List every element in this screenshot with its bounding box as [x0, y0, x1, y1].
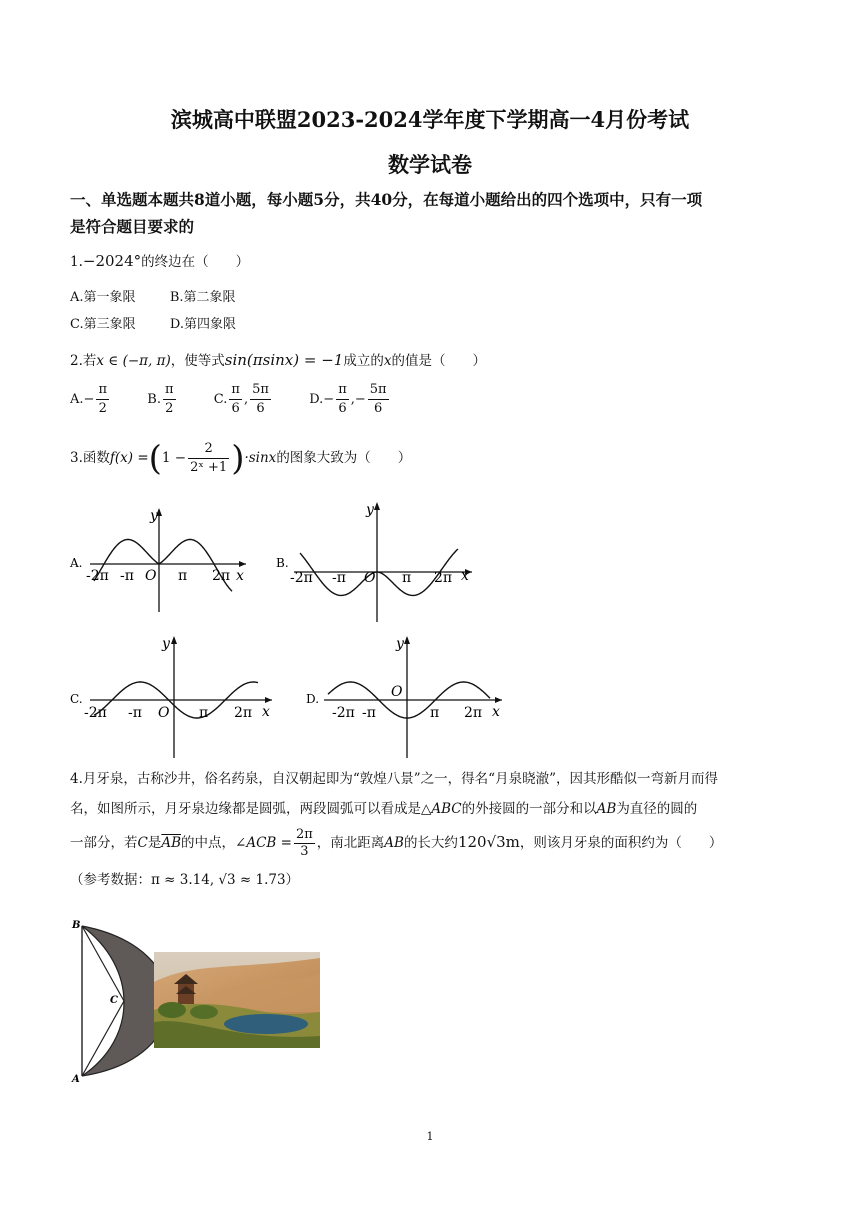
q4-line2c: 为直径的圆的 [616, 801, 698, 817]
q4-line3d: ，南北距离 [316, 835, 385, 851]
q3-frac-num: 2 [188, 440, 229, 459]
graph-c-tick-neg2pi: -2π [84, 705, 107, 721]
graph-d-x-label: x [492, 704, 500, 720]
q2-c2-num: 5π [250, 381, 271, 400]
q4-line1: 4.月牙泉，古称沙井，俗名药泉，自汉朝起即为“敦煌八景”之一，得名“月泉晓澈”，因其形酷似一弯新月而得 [70, 771, 718, 787]
q2-condition: x ∈ (−π, π) [96, 353, 171, 369]
graph-a-label: A. [70, 556, 83, 570]
graph-d-y-arrow [404, 636, 410, 644]
q2-d-frac2 [368, 381, 389, 418]
section-heading-line2: 是符合题目要求的 [70, 217, 195, 236]
q2-d1-den: 6 [338, 401, 347, 416]
graph-a-tick-o: O [145, 568, 157, 584]
q2-b-num: π [163, 381, 176, 400]
page-subtitle: 数学试卷 [388, 152, 472, 177]
q2-c-frac1 [229, 381, 242, 418]
photo-lake [224, 1014, 308, 1034]
q2-tail: 成立的 [343, 353, 384, 369]
q2-option-d[interactable]: D.− $\frac{\pi}{6}$ ,− $\frac{5\pi}{6}$ [309, 382, 387, 416]
question-3: 3.函数f(x) =(1 − $\frac{2}{\text{2ˣ +1}}$ )·sinx的图象大致为（ ） [70, 438, 412, 479]
q2-option-a-label: A. [70, 392, 84, 407]
q1-angle: −2024° [82, 252, 142, 270]
q2-a-num: π [96, 381, 109, 400]
graph-c-y-label: y [162, 636, 170, 652]
graph-a-tick-2pi: 2π [212, 568, 231, 584]
q2-end: 的值是（ ） [391, 353, 486, 369]
q4-ref: （参考数据：π ≈ 3.14, √3 ≈ 1.73） [70, 872, 300, 888]
page-title: 滨城高中联盟2023-2024学年度下学期高一4月份考试 [170, 107, 690, 132]
q2-option-a[interactable] [70, 382, 111, 416]
q1-stem: 的终边在（ ） [141, 254, 250, 270]
graph-d[interactable] [306, 636, 502, 758]
q2-d1-num: π [336, 381, 349, 400]
q4-line3f: ，则该月牙泉的面积约为（ ） [519, 835, 723, 851]
q2-mid: ，使等式 [170, 353, 225, 369]
graph-c-tick-2pi: 2π [234, 705, 253, 721]
q1-option-b[interactable]: B.第二象限 [169, 290, 236, 305]
q2-c2-den: 6 [256, 401, 265, 416]
q2-number: 2.若 [70, 353, 97, 369]
q4-photo [154, 952, 320, 1048]
q4-triangle: △ABC [421, 801, 462, 817]
q3-one: 1 − [161, 450, 187, 466]
q4-line2b: 的外接圆的一部分和以 [461, 801, 597, 817]
q2-d2-num: 5π [368, 381, 389, 400]
q2-a-sign: − [83, 392, 95, 407]
q4-length: 120√3m [457, 833, 520, 851]
q4-line3a: 一部分，若 [70, 835, 138, 851]
graph-b-y-arrow [374, 502, 380, 510]
q2-c1-den: 6 [231, 401, 240, 416]
q2-a-den: 2 [98, 401, 107, 416]
q2-c-frac2 [250, 381, 271, 418]
q3-number: 3.函数 [70, 450, 110, 466]
q4-line2 [70, 794, 800, 824]
q3-graphs [66, 500, 500, 770]
section-heading-line1: 一、单选题本题共8道小题，每小题5分，共40分，在每道小题给出的四个选项中，只有一项 [70, 190, 703, 209]
graph-b-tick-neg2pi: -2π [290, 570, 313, 586]
q2-a-frac [96, 381, 109, 418]
q4-label-c: C [110, 995, 118, 1006]
q2-option-d-label: D. [309, 392, 324, 407]
q2-option-b[interactable] [147, 382, 177, 416]
q2-option-b-label: B. [147, 392, 161, 407]
graph-b-y-label: y [366, 502, 374, 518]
graph-a-tick-neg2pi: -2π [86, 568, 109, 584]
q4-arc-ab: $\overline{AB}$ [161, 835, 182, 851]
q2-option-c-label: C. [213, 392, 228, 407]
graph-c-tick-pi: π [199, 705, 209, 721]
q4-angle: ∠ACB = [235, 835, 292, 851]
q4-ab: AB [596, 801, 617, 817]
graph-d-x-arrow [495, 697, 502, 703]
q2-b-den: 2 [165, 401, 174, 416]
q3-frac-den: 2ˣ +1 [190, 460, 228, 475]
q3-end: 的图象大致为（ ） [276, 450, 412, 466]
q4-crescent-figure [68, 918, 168, 1084]
graph-b[interactable] [276, 502, 472, 622]
q1-options-row1 [70, 283, 800, 313]
q4-line3 [70, 824, 800, 861]
q4-ab2: AB [384, 835, 404, 851]
graph-d-tick-neg2pi: -2π [332, 705, 355, 721]
graph-a-tick-pi: π [178, 568, 188, 584]
graph-b-label: B. [276, 556, 289, 570]
section-heading [70, 186, 790, 240]
graph-d-label: D. [306, 692, 320, 706]
q1-number: 1. [70, 254, 83, 270]
q3-sinx: ·sinx [244, 450, 277, 466]
q4-line2a: 名，如图所示，月牙泉边缘都是圆弧，两段圆弧可以看成是 [70, 801, 421, 817]
q2-c1-num: π [229, 381, 242, 400]
q4-line3e: 的长大约 [403, 835, 458, 851]
q2-d-frac1 [336, 381, 349, 418]
graph-b-tick-negpi: -π [332, 570, 346, 586]
q4-line3c: 的中点， [181, 835, 236, 851]
q1-option-d[interactable]: D.第四象限 [169, 317, 236, 332]
graph-a-tick-negpi: -π [120, 568, 134, 584]
graph-d-y-label: y [396, 636, 404, 652]
photo-trees [158, 1002, 186, 1018]
question-1 [70, 246, 800, 277]
graph-c-x-arrow [265, 697, 272, 703]
graph-a-y-label: y [150, 508, 158, 524]
graph-c-tick-negpi: -π [128, 705, 142, 721]
page-number: 1 [426, 1130, 434, 1143]
question-4 [70, 764, 800, 895]
q2-option-c[interactable]: C. $\frac{\pi}{6}$ , $\frac{5\pi}{6}$ [213, 382, 269, 416]
graph-c-y-arrow [171, 636, 177, 644]
q4-c: C [137, 835, 148, 851]
photo-trees-2 [190, 1005, 218, 1019]
graph-a-x-arrow [239, 561, 246, 567]
q2-var: x [383, 353, 392, 369]
q4-frac-den: 3 [300, 844, 309, 859]
graph-a-x-label: x [236, 568, 244, 584]
q1-options-row2 [70, 310, 800, 340]
q1-option-c[interactable]: C.第三象限 [70, 317, 136, 332]
graph-d-tick-2pi: 2π [464, 705, 483, 721]
q2-equation: sin(πsinx) = −1 [224, 351, 344, 369]
graph-c-tick-o: O [158, 705, 170, 721]
q4-line3b: 是 [147, 835, 162, 851]
graph-c-x-label: x [262, 704, 270, 720]
q2-b-frac [163, 381, 176, 418]
graph-b-tick-pi: π [402, 570, 412, 586]
q3-function: f(x) = [109, 450, 149, 466]
graph-b-tick-o: O [364, 570, 376, 586]
q4-frac-num: 2π [295, 827, 313, 842]
graph-d-tick-negpi: -π [362, 705, 376, 721]
q4-label-b: B [72, 920, 81, 931]
q4-label-a: A [72, 1074, 80, 1085]
graph-c[interactable] [70, 636, 272, 758]
graph-c-label: C. [70, 692, 83, 706]
question-2 [70, 345, 800, 376]
q2-options [70, 381, 800, 418]
graph-d-tick-o: O [391, 684, 403, 700]
q3-frac [188, 440, 229, 477]
graph-b-x-label: x [461, 568, 469, 584]
graph-a[interactable] [69, 508, 246, 612]
graph-d-tick-pi: π [430, 705, 440, 721]
q1-option-a[interactable]: A.第一象限 [70, 290, 136, 305]
graph-b-tick-2pi: 2π [434, 570, 453, 586]
q4-frac [294, 827, 315, 860]
q2-d2-den: 6 [374, 401, 383, 416]
